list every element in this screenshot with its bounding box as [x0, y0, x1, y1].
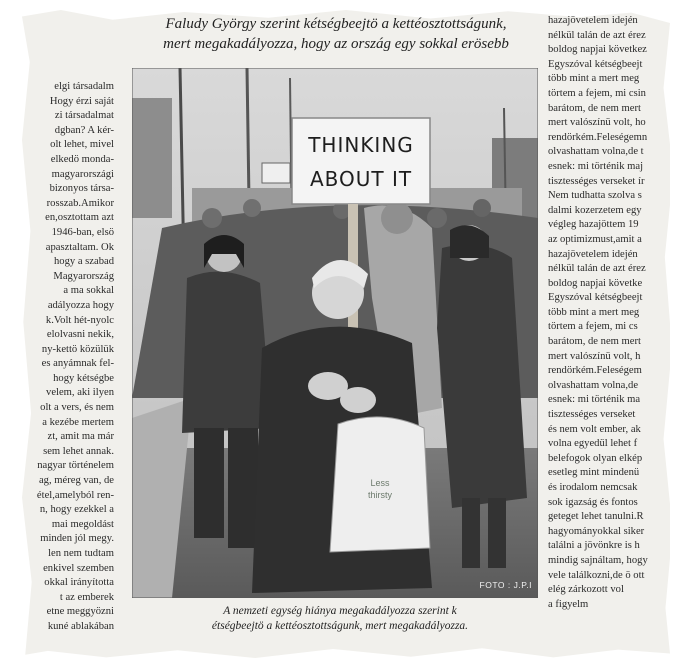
- bag-text: thirsty: [367, 490, 393, 500]
- protest-photo: [132, 68, 538, 598]
- column-text-line: apasztaltam. Ok: [45, 241, 114, 253]
- right-text-column: [548, 14, 666, 612]
- column-text-line: étel,amelyból ren-: [36, 489, 114, 501]
- column-text-line: 1946-ban, elsö: [51, 226, 114, 238]
- column-text-line: hazajövetelem idején: [548, 248, 638, 260]
- column-text-line: nagyar történelem: [37, 460, 114, 472]
- column-text-line: mert valószínü volt, h: [548, 350, 641, 362]
- column-text-line: barátom, de nem mert: [548, 102, 641, 114]
- head: [473, 199, 491, 217]
- column-text-line: esnek: mi történik maj: [548, 160, 644, 172]
- leg: [194, 428, 224, 538]
- column-text-line: bizonyos társa-: [49, 183, 114, 195]
- bag-text: Less: [370, 478, 390, 488]
- photo-caption: [140, 604, 540, 634]
- column-text-line: a kezébe mertem: [42, 416, 114, 428]
- column-text-line: k.Volt hét-nyolc: [45, 314, 114, 326]
- column-text-line: Hogy érzi saját: [49, 95, 114, 107]
- protest-sign: [292, 118, 430, 204]
- head: [381, 202, 413, 234]
- photo-credit: FOTO : J.P.I: [479, 580, 532, 590]
- column-text-line: magyarországi: [51, 168, 114, 180]
- column-text-line: Nem tudhatta szolva s: [548, 190, 642, 202]
- head: [427, 208, 447, 228]
- column-text-line: velem, aki ilyen: [46, 387, 114, 399]
- column-text-line: Egyszóval kétségbeejt: [548, 58, 643, 70]
- column-text-line: a figyelm: [548, 598, 589, 610]
- column-text-line: nélkül talán de azt érez: [548, 29, 646, 41]
- caption-line: A nemzeti egység hiánya megakadályozza szerint k: [223, 605, 457, 617]
- headline-line: mert megakadályozza, hogy az ország egy sokkal erösebb: [163, 36, 509, 52]
- column-text-line: törtem a fejem, mi csin: [548, 87, 646, 99]
- column-text-line: nélkül talán de azt érez: [548, 263, 646, 275]
- column-text-line: barátom, de nem mert: [548, 336, 641, 348]
- glove: [340, 387, 376, 413]
- column-text-line: geteget lehet tanulni.R: [548, 511, 644, 523]
- sign-line-1: THINKING: [308, 133, 414, 157]
- column-text-line: len nem tudtam: [48, 548, 114, 559]
- column-text-line: zi társadalmat: [54, 110, 114, 122]
- column-text-line: ny-kettö közülük: [41, 343, 114, 355]
- column-text-line: boldog napjai következ: [548, 44, 647, 56]
- column-text-line: Egyszóval kétségbeejt: [548, 292, 643, 304]
- young-woman-jacket: [182, 272, 272, 433]
- column-text-line: elég zárkozott vol: [548, 584, 624, 596]
- column-text-line: több mint a mert meg: [548, 73, 640, 85]
- column-text-line: mai megoldást: [51, 518, 114, 530]
- column-text-line: es anyámnak fel-: [41, 358, 114, 370]
- sign-line-2: ABOUT IT: [309, 167, 413, 191]
- left-text-column: [24, 80, 114, 635]
- column-text-line: az optimizmust,amit a: [548, 233, 642, 245]
- column-text-line: esetleg mint mindenü: [548, 467, 640, 479]
- column-text-line: ag, méreg van, de: [38, 475, 114, 487]
- column-text-line: sok igazság és fontos: [548, 496, 638, 508]
- column-text-line: végleg hazajöttem 19: [548, 219, 639, 231]
- column-text-line: minden jól megy.: [40, 533, 114, 545]
- caption-line: étségbeejtö a kettéosztottságunk, mert megakadályozza.: [211, 620, 469, 632]
- column-text-line: elgi társadalm: [54, 81, 114, 92]
- column-text-line: okkal irányította: [44, 577, 114, 589]
- head: [243, 199, 261, 217]
- column-text-line: etne meggyözni: [46, 606, 114, 618]
- column-text-line: dgban? A kér-: [54, 124, 114, 136]
- column-text-line: kuné ablakában: [47, 620, 114, 632]
- building: [132, 98, 172, 218]
- column-text-line: törtem a fejem, mi cs: [548, 321, 638, 333]
- column-text-line: tisztességes verseket: [548, 409, 636, 421]
- column-text-line: dalmi kozerzetem egy: [548, 204, 642, 216]
- column-text-line: és nem volt ember, ak: [548, 423, 641, 435]
- column-text-line: adályozza hogy: [47, 299, 114, 311]
- column-text-line: több mint a mert meg: [548, 306, 640, 318]
- column-text-line: hogy kétségbe: [53, 372, 114, 384]
- column-text-line: hazajövetelem idején: [548, 15, 638, 26]
- column-text-line: elkedö monda-: [50, 153, 114, 165]
- leg: [488, 498, 506, 568]
- column-text-line: és irodalom nemcsak: [548, 482, 638, 493]
- column-text-line: vele találkozni,de ö ott: [548, 569, 645, 581]
- woman-in-dark-coat: [437, 245, 527, 508]
- column-text-line: n, hogy ezekkel a: [39, 504, 114, 516]
- column-text-line: olt lehet, mivel: [50, 139, 114, 151]
- small-sign: [262, 163, 290, 183]
- column-text-line: hagyományokkal siker: [548, 525, 645, 537]
- column-text-line: mindig sajnáltam, hogy: [548, 554, 648, 566]
- column-text-line: hogy a szabad: [53, 256, 114, 268]
- headline-line: Faludy György szerint kétségbeejtö a kettéosztottságunk,: [165, 16, 507, 32]
- column-text-line: boldog napjai követke: [548, 277, 643, 289]
- column-text-line: volna egyedül lehet f: [548, 438, 638, 450]
- column-text-line: rendörkém.Feleségem: [548, 365, 642, 377]
- leg: [462, 498, 480, 568]
- article-headline: [132, 14, 540, 54]
- column-text-line: mert valószínü volt, ho: [548, 117, 646, 129]
- column-text-line: rosszab.Amikor: [46, 197, 114, 209]
- column-text-line: a ma sokkal: [63, 285, 114, 297]
- column-text-line: t az emberek: [59, 591, 114, 603]
- leg: [228, 428, 258, 548]
- column-text-line: belefogok olyan elkép: [548, 452, 643, 464]
- column-text-line: enkivel szemben: [43, 562, 114, 574]
- column-text-line: rendörkém.Feleségemn: [548, 131, 648, 143]
- photo-scene: [132, 68, 538, 598]
- column-text-line: tisztességes verseket ír: [548, 175, 645, 187]
- column-text-line: Magyarország: [53, 270, 114, 282]
- column-text-line: esnek: mi történik ma: [548, 394, 641, 406]
- column-text-line: olvashattam volna,de: [548, 379, 639, 391]
- column-text-line: olvashattam volna,de t: [548, 146, 644, 158]
- column-text-line: elolvasni nekik,: [46, 329, 114, 341]
- column-text-line: en,osztottam azt: [45, 212, 114, 224]
- column-text-line: sem lehet annak.: [43, 445, 114, 457]
- column-text-line: olt a vers, és nem: [40, 402, 114, 414]
- head: [202, 208, 222, 228]
- column-text-line: találni a jövönkre is h: [548, 540, 640, 552]
- column-text-line: zt, amit ma már: [47, 431, 114, 443]
